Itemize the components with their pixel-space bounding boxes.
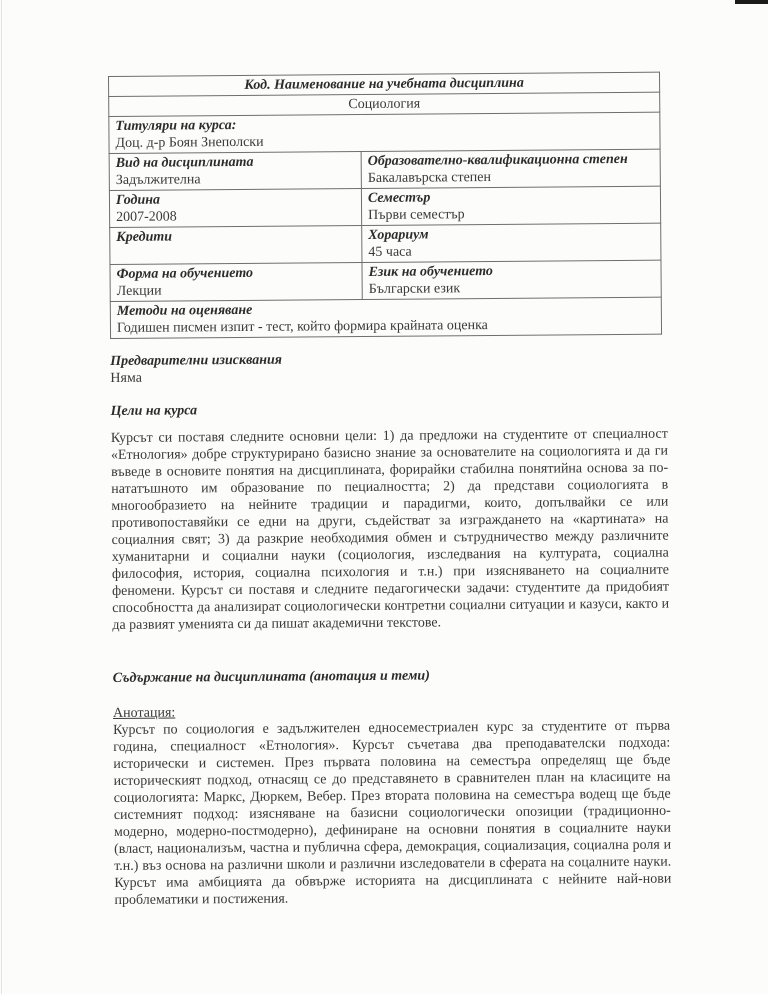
training-language-value: Български език — [368, 281, 461, 297]
table-row — [110, 223, 661, 264]
annotation-label: Анотация: — [112, 705, 176, 721]
table-row — [109, 149, 660, 190]
year-label: Година — [115, 192, 161, 208]
discipline-type-value: Задължителна — [115, 172, 201, 188]
semester-value: Първи семестър — [368, 207, 465, 223]
table-row — [110, 260, 661, 301]
course-name: Социология — [109, 92, 660, 116]
lecturers-label: Титуляри на курса: — [115, 117, 237, 134]
goals-paragraph: Курсът си поставя следните основни цели: 1) да предложи на студентите от специалност «Етнология» добре структурирано базисно знание за основателите на социологията и да ги въведе в основите понятия на дисциплината, форирайки стабилна понятийна основа за по-нататъшното им образование по пециалността; 2) да представи социологията в многообразието на нейните традиции и парадигми, които, допълвайки се или противопоставяйки се едни на други, съдействат за изграждането на «картината» на социалния свят; 3) да разкрие необходимия обмен и сътрудничество между различните хуманитарни и социални науки (социология, изследвания на културата, социална философия, история, социална психология и т.н.) при изясняването на социалните феномени. Курсът си поставя и следните педагогически задачи: студентите да придобият способността да анализират социологически контретни социални ситуации и казуси, както и да развият уменията си да пишат академични текстове. — [110, 426, 670, 633]
lecturers-value: Доц. д-р Боян Знеполски — [115, 134, 264, 151]
semester-label: Семестър — [367, 190, 431, 206]
annotation-paragraph: Курсът по социология е задължителен едносеместриален курс за студентите от първа година, специалност «Етнология». Курсът съчетава два преподавателски подхода: исторически и системен. През първата половина на семестъра определящ ще бъде историческият подход, отнасящ се до представянето в сравнителен план на класиците на социологията: Маркс, Дюркем, Вебер. През втората половина на семестъра водещ ще бъде системният подход: изясняване на базисни социологически опозиции (традиционно-модерно, модерно-постмодерно), дефиниране на основни понятия в социалните науки (власт, национализъм, частна и публична сфера, демокрация, социализация, социална роля и т.н.) въз основа на различни школи и различни изследователи в сферата на соцалните науки. Курсът има амбицията да обвърже историята на дисциплината с нейните най-нови проблематики и постижения. — [113, 718, 672, 908]
class-hours-value: 45 часа — [368, 244, 412, 260]
training-language-label: Език на обучението — [368, 263, 493, 280]
credits-value — [116, 244, 355, 263]
education-degree-value: Бакалавърска степен — [367, 169, 492, 186]
scan-corner-mark — [735, 0, 768, 4]
credits-label: Кредити — [116, 229, 173, 245]
training-form-value: Лекции — [116, 283, 162, 299]
scan-edge-line — [1, 0, 2, 994]
discipline-type-label: Вид на дисциплината — [115, 154, 254, 171]
class-hours-label: Хорариум — [368, 227, 429, 243]
table-row — [109, 186, 660, 227]
training-form-label: Форма на обучението — [116, 265, 254, 282]
goals-heading: Цели на курса — [110, 403, 198, 419]
table-row-assessment — [110, 297, 661, 338]
prerequisites-heading: Предварителни изисквания — [110, 352, 283, 369]
assessment-methods-value: Годишен писмен изпит - тест, който формира крайната оценка — [116, 318, 488, 336]
course-info-table — [108, 72, 662, 339]
content-heading: Съдържание на дисциплината (анотация и теми) — [112, 668, 430, 686]
page-content — [108, 72, 672, 909]
prerequisites-value: Няма — [110, 370, 142, 386]
table-title: Код. Наименование на учебната дисциплина — [109, 72, 660, 96]
table-row-lecturers — [109, 112, 660, 153]
assessment-methods-label: Методи на оценяване — [116, 302, 253, 319]
education-degree-label: Образователно-квалификационна степен — [367, 151, 628, 169]
year-value: 2007-2008 — [116, 209, 177, 225]
